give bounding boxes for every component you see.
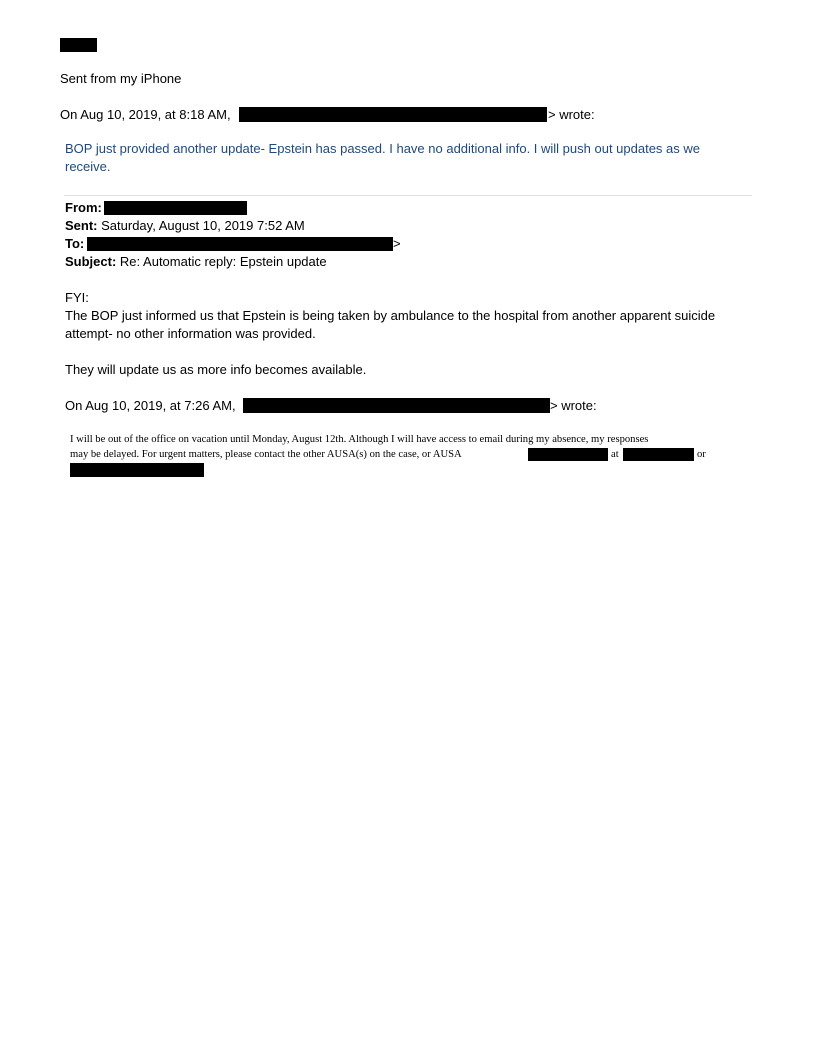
redaction-block <box>528 448 608 461</box>
auto-reply-at: at <box>611 449 619 460</box>
redaction-block <box>87 237 393 251</box>
body-fyi: FYI: <box>65 290 89 305</box>
to-suffix: > <box>393 236 401 251</box>
wrote-line-prefix: On Aug 10, 2019, at 8:18 AM, <box>60 107 231 122</box>
wrote-line-prefix: On Aug 10, 2019, at 7:26 AM, <box>65 398 236 413</box>
auto-reply-or: or <box>697 449 706 460</box>
redaction-block <box>243 398 550 413</box>
redaction-block <box>60 38 97 52</box>
redaction-block <box>70 463 204 477</box>
body-line: The BOP just informed us that Epstein is being taken by ambulance to the hospital from another apparent suicide <box>65 308 716 323</box>
signature-text: Sent from my iPhone <box>60 71 182 86</box>
body-line: They will update us as more info becomes available. <box>65 362 367 377</box>
to-label: To: <box>65 236 85 251</box>
redaction-block <box>239 107 547 122</box>
auto-reply-line: I will be out of the office on vacation until Monday, August 12th. Although I will have access to email during my absence, my responses <box>70 434 649 445</box>
from-label: From: <box>65 200 102 215</box>
subject-row <box>65 254 327 270</box>
auto-reply-line: may be delayed. For urgent matters, please contact the other AUSA(s) on the case, or AUSA <box>70 449 462 460</box>
wrote-line-suffix: > wrote: <box>548 107 595 122</box>
body-line: attempt- no other information was provided. <box>65 326 316 341</box>
sent-row <box>65 218 305 234</box>
sent-value: Saturday, August 10, 2019 7:52 AM <box>101 218 305 233</box>
subject-value: Re: Automatic reply: Epstein update <box>119 254 327 269</box>
redaction-block <box>104 201 247 215</box>
redaction-block <box>623 448 694 461</box>
quoted-message-line: receive. <box>65 159 111 174</box>
sent-label: Sent: <box>65 218 98 233</box>
wrote-line-suffix: > wrote: <box>550 398 597 413</box>
subject-label: Subject: <box>65 254 117 269</box>
quoted-message-line: BOP just provided another update- Epstein has passed. I have no additional info. I will push out updates as we <box>65 141 701 156</box>
separator-line <box>64 195 752 196</box>
